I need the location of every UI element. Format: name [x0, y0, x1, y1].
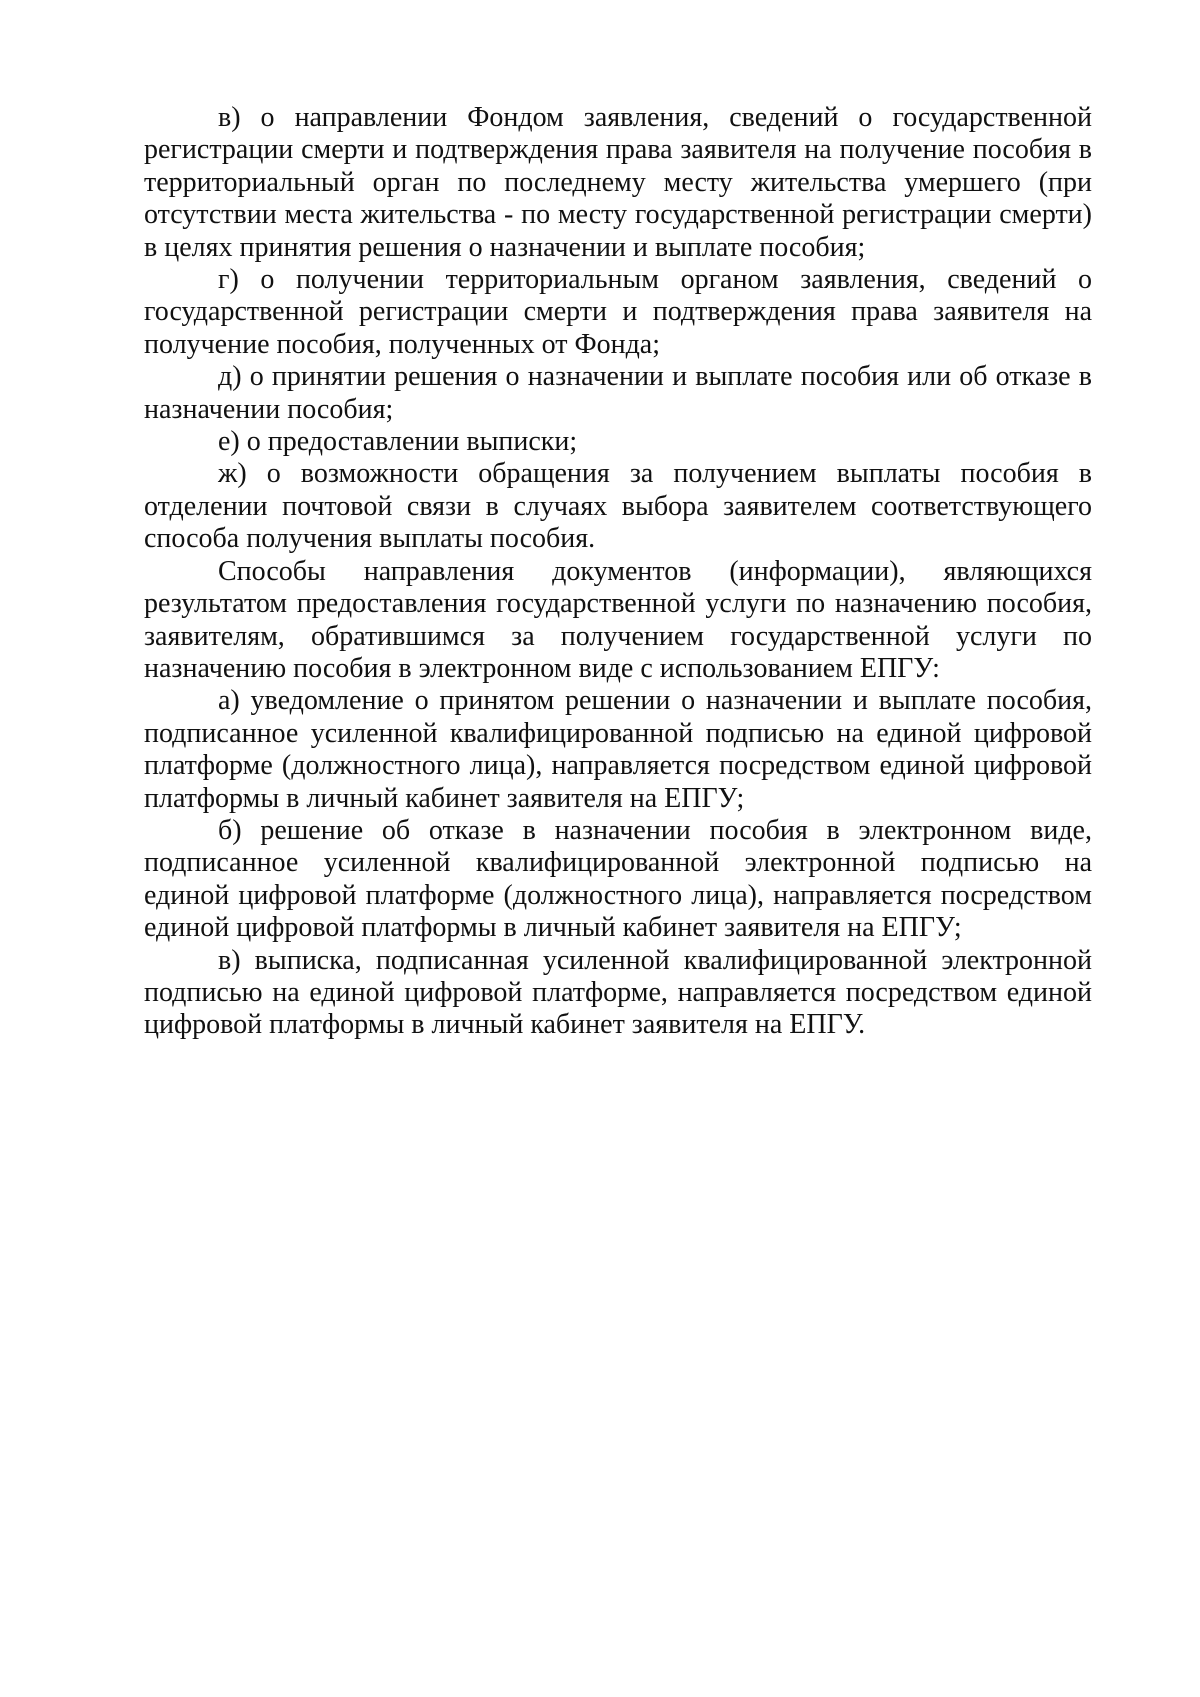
paragraph-e-statement: е) о предоставлении выписки; — [218, 426, 578, 458]
paragraph-b-refusal: б) решение об отказе в назначении пособия в электронном виде, подписанное усиленной квалифицированной электронной подписью на единой цифровой платформе (должностного лица), направляется посредством единой цифровой платформы в личный кабинет заявителя на ЕПГУ; — [144, 814, 1092, 944]
paragraph-delivery-methods: Способы направления документов (информации), являющихся результатом предоставления государственной услуги по назначению пособия, заявителям, обратившимся за получением государственной услуги по назначению пособия в электронном виде с использованием ЕПГУ: — [144, 555, 1092, 684]
paragraph-d-decision: д) о принятии решения о назначении и выплате пособия или об отказе в назначении пособия; — [144, 361, 1092, 425]
paragraph-zh-postal-office: ж) о возможности обращения за получением выплаты пособия в отделении почтовой связи в случаях выбора заявителем соответствующего способа получения выплаты пособия. — [144, 458, 1092, 555]
paragraph-g-territorial-receipt: г) о получении территориальным органом заявления, сведений о государственной регистрации смерти и подтверждения права заявителя на получение пособия, полученных от Фонда; — [144, 264, 1092, 360]
document-body — [144, 102, 1092, 1042]
paragraph-v-fund-referral: в) о направлении Фондом заявления, сведений о государственной регистрации смерти и подтверждения права заявителя на получение пособия в территориальный орган по последнему месту жительства умершего (при отсутствии места жительства - по месту государственной регистрации смерти) в целях принятия решения о назначении и выплате пособия; — [144, 102, 1092, 263]
paragraph-v-statement-signed: в) выписка, подписанная усиленной квалифицированной электронной подписью на единой цифровой платформе, направляется посредством единой цифровой платформы в личный кабинет заявителя на ЕПГУ. — [144, 944, 1092, 1041]
paragraph-a-notification: а) уведомление о принятом решении о назначении и выплате пособия, подписанное усиленной квалифицированной подписью на единой цифровой платформе (должностного лица), направляется посредством единой цифровой платформы в личный кабинет заявителя на ЕПГУ; — [144, 685, 1092, 814]
